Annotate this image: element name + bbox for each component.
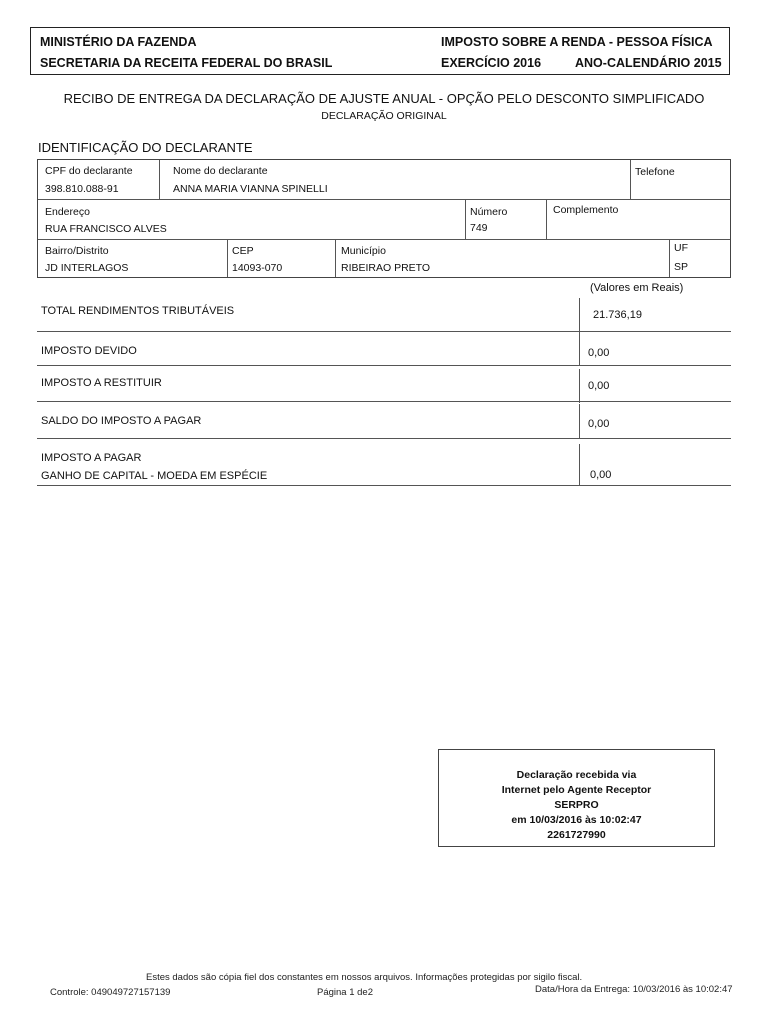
summary-divider [37, 365, 731, 366]
summary-row-label: IMPOSTO A RESTITUIR [41, 377, 162, 389]
name-value: ANNA MARIA VIANNA SPINELLI [173, 183, 328, 195]
cep-label: CEP [232, 245, 254, 257]
district-value: JD INTERLAGOS [45, 262, 129, 274]
summary-row-value: 0,00 [588, 380, 610, 392]
section-title: IDENTIFICAÇÃO DO DECLARANTE [38, 140, 253, 155]
page-number: Página 1 de2 [317, 987, 373, 998]
complement-label: Complemento [553, 204, 619, 216]
city-value: RIBEIRAO PRETO [341, 262, 431, 274]
summary-divider [579, 404, 580, 439]
cep-value: 14093-070 [232, 262, 283, 274]
summary-row-label: SALDO DO IMPOSTO A PAGAR [41, 415, 202, 427]
receipt-line: em 10/03/2016 às 10:02:47 [511, 814, 642, 826]
uf-label: UF [674, 242, 688, 254]
summary-divider [37, 401, 731, 402]
summary-divider [579, 369, 580, 403]
uf-value: SP [674, 261, 689, 273]
phone-label: Telefone [635, 166, 675, 178]
summary-row-value: 0,00 [590, 469, 612, 481]
exercise-year: EXERCÍCIO 2016 [441, 56, 542, 70]
footer-note: Estes dados são cópia fiel dos constantes em nossos arquivos. Informações protegidas por sigilo fiscal. [146, 972, 583, 983]
number-value: 749 [470, 222, 488, 234]
summary-row-sublabel: GANHO DE CAPITAL - MOEDA EM ESPÉCIE [41, 470, 268, 482]
receipt-line: Declaração recebida via [516, 769, 637, 781]
control-number: Controle: 049049727157139 [50, 987, 171, 998]
delivery-datetime: Data/Hora da Entrega: 10/03/2016 às 10:02:47 [535, 984, 733, 995]
summary-divider [37, 485, 731, 486]
summary-row-label: TOTAL RENDIMENTOS TRIBUTÁVEIS [41, 305, 235, 317]
document-subtitle: DECLARAÇÃO ORIGINAL [321, 110, 447, 122]
cpf-label: CPF do declarante [45, 165, 133, 177]
summary-row-value: 21.736,19 [593, 309, 642, 321]
secretariat-label: SECRETARIA DA RECEITA FEDERAL DO BRASIL [40, 56, 333, 70]
summary-divider [579, 331, 580, 366]
calendar-year: ANO-CALENDÁRIO 2015 [575, 56, 722, 70]
tax-title: IMPOSTO SOBRE A RENDA - PESSOA FÍSICA [441, 35, 713, 49]
summary-row-value: 0,00 [588, 347, 610, 359]
city-label: Município [341, 245, 386, 257]
currency-note: (Valores em Reais) [590, 282, 684, 294]
summary-divider [37, 438, 731, 439]
summary-divider [37, 331, 731, 332]
receipt-line: SERPRO [554, 799, 599, 811]
receipt-number: 2261727990 [547, 829, 606, 841]
address-value: RUA FRANCISCO ALVES [45, 223, 167, 235]
summary-divider [579, 298, 580, 332]
address-label: Endereço [45, 206, 90, 218]
cpf-value: 398.810.088-91 [45, 183, 119, 195]
document-title: RECIBO DE ENTREGA DA DECLARAÇÃO DE AJUSTE ANUAL - OPÇÃO PELO DESCONTO SIMPLIFICADO [63, 91, 705, 106]
name-label: Nome do declarante [173, 165, 268, 177]
summary-row-value: 0,00 [588, 418, 610, 430]
summary-table [0, 0, 768, 500]
summary-row-label: IMPOSTO DEVIDO [41, 345, 137, 357]
receipt-box [438, 749, 715, 847]
receipt-line: Internet pelo Agente Receptor [501, 784, 652, 796]
summary-divider [579, 444, 580, 485]
ministry-label: MINISTÉRIO DA FAZENDA [40, 35, 197, 49]
district-label: Bairro/Distrito [45, 245, 109, 257]
summary-row-label: IMPOSTO A PAGAR [41, 452, 142, 464]
number-label: Número [470, 206, 508, 218]
